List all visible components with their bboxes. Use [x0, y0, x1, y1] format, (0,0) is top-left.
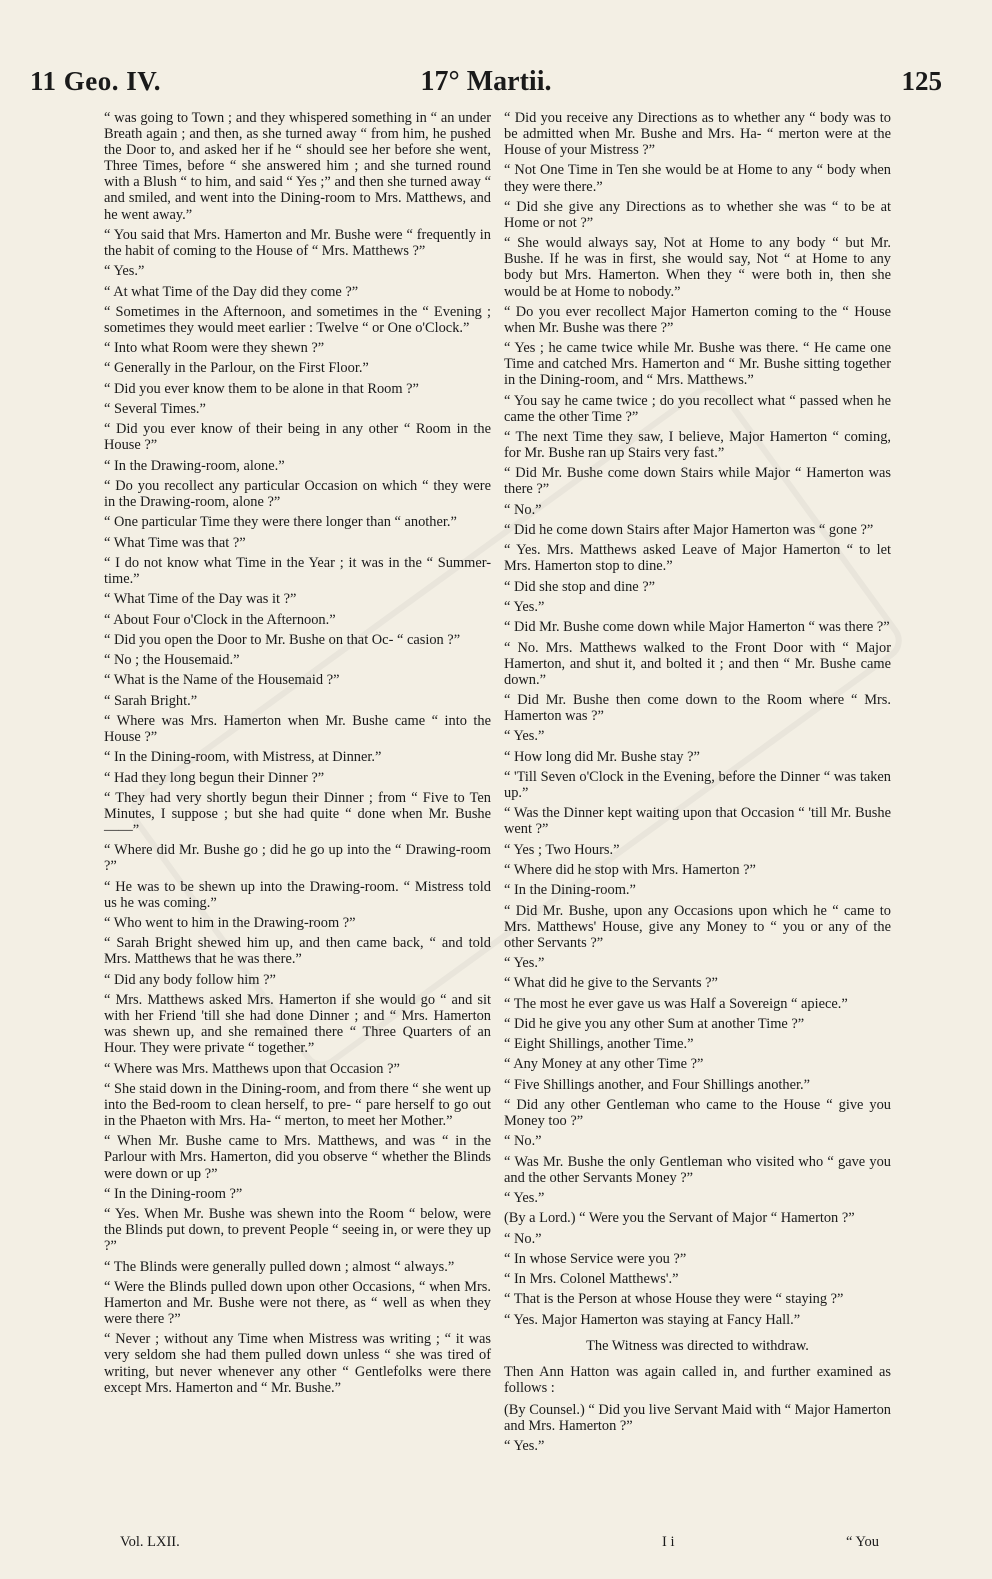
- paragraph: “ Were the Blinds pulled down upon other Occasions, “ when Mrs. Hamerton and Mr. Bushe were not there, as “ well as when they were there ?”: [104, 1278, 491, 1328]
- paragraph: “ Yes ; he came twice while Mr. Bushe was there. “ He came one Time and catched Mrs. Hamerton and “ Mr. Bushe sitting together in the Dining-room, and “ Mrs. Matthews.”: [504, 340, 891, 389]
- paragraph: “ No.”: [504, 1133, 542, 1150]
- paragraph: “ You say he came twice ; do you recollect what “ passed when he came the other Time ?”: [504, 392, 891, 425]
- paragraph: “ Several Times.”: [104, 401, 206, 417]
- paragraph: “ Not One Time in Ten she would be at Home to any “ body when they were there.”: [504, 162, 891, 195]
- paragraph: “ Where was Mrs. Hamerton when Mr. Bushe came “ into the House ?”: [104, 712, 491, 746]
- paragraph: “ In Mrs. Colonel Matthews'.”: [504, 1271, 679, 1288]
- paragraph: “ Did he come down Stairs after Major Hamerton was “ gone ?”: [504, 522, 874, 539]
- paragraph: “ Generally in the Parlour, on the First Floor.”: [104, 360, 369, 377]
- paragraph: “ He was to be shewn up into the Drawing-room. “ Mistress told us he was coming.”: [104, 878, 491, 911]
- volume-label: Vol. LXII.: [120, 1534, 180, 1550]
- paragraph: “ Was the Dinner kept waiting upon that Occasion “ 'till Mr. Bushe went ?”: [504, 805, 891, 838]
- paragraph: “ was going to Town ; and they whispered something in “ an under Breath again ; and then, as she turned away “ from him, he pushed the Door to, and asked her if he “ should see her before she went, Three Times, before “ she answered him ; and she turned round with a Blush “ to him, and said “ Yes ;” and then she turned away “ and smiled, and went into the Dining-room to Mrs. Matthews, and he went away.”: [104, 110, 491, 223]
- paragraph: “ Did you ever know of their being in any other “ Room in the House ?”: [104, 421, 491, 454]
- paragraph: “ Did any body follow him ?”: [104, 971, 276, 988]
- paragraph: “ In the Dining-room, with Mistress, at Dinner.”: [104, 749, 382, 766]
- paragraph: “ Did he give you any other Sum at another Time ?”: [504, 1015, 805, 1032]
- paragraph: “ Yes. Major Hamerton was staying at Fancy Hall.”: [504, 1311, 801, 1328]
- paragraph: “ Do you ever recollect Major Hamerton coming to the “ House when Mr. Bushe was there ?”: [504, 303, 891, 336]
- paragraph: “ The Blinds were generally pulled down ; almost “ always.”: [104, 1258, 455, 1275]
- paragraph: “ No.”: [504, 501, 542, 518]
- paragraph: “ Yes.”: [504, 955, 545, 971]
- paragraph: (By a Lord.) “ Were you the Servant of Major “ Hamerton ?”: [504, 1210, 855, 1227]
- left-column: [104, 110, 491, 1400]
- paragraph: “ Yes ; Two Hours.”: [504, 841, 620, 858]
- paragraph: “ Where was Mrs. Matthews upon that Occasion ?”: [104, 1060, 400, 1077]
- paragraph: “ What is the Name of the Housemaid ?”: [104, 672, 340, 689]
- paragraph: “ What Time of the Day was it ?”: [104, 591, 297, 608]
- paragraph: “ Did Mr. Bushe, upon any Occasions upon which he “ came to Mrs. Matthews' House, give any Money to “ you or any of the other Servants ?”: [504, 902, 891, 951]
- paragraph: “ Yes.”: [504, 598, 545, 615]
- signature-mark: I i: [662, 1534, 675, 1550]
- paragraph: “ Where did Mr. Bushe go ; did he go up into the “ Drawing-room ?”: [104, 842, 491, 875]
- paragraph: “ About Four o'Clock in the Afternoon.”: [104, 611, 336, 628]
- paragraph: “ Yes.”: [104, 263, 145, 280]
- paragraph: “ At what Time of the Day did they come ?”: [104, 283, 359, 300]
- paragraph: “ That is the Person at whose House they were “ staying ?”: [504, 1291, 844, 1308]
- paragraph: “ The next Time they saw, I believe, Major Hamerton “ coming, for Mr. Bushe ran up Stairs very fast.”: [504, 429, 891, 462]
- header-date: 17° Martii.: [420, 66, 552, 97]
- paragraph: “ Did Mr. Bushe then come down to the Room where “ Mrs. Hamerton was ?”: [504, 692, 891, 725]
- paragraph: “ Had they long begun their Dinner ?”: [104, 769, 325, 786]
- counsel-answer: “ Yes.”: [504, 1438, 545, 1455]
- paragraph: “ No. Mrs. Matthews walked to the Front Door with “ Major Hamerton, and shut it, and bolted it ; and then “ Mr. Bushe came down.”: [504, 639, 891, 688]
- catchword: “ You: [846, 1534, 880, 1550]
- paragraph: “ Was Mr. Bushe the only Gentleman who visited who “ gave you and the other Servants Money ?”: [504, 1153, 891, 1186]
- paragraph: “ When Mr. Bushe came to Mrs. Matthews, and was “ in the Parlour with Mrs. Hamerton, did you observe “ whether the Blinds were down or up ?”: [104, 1133, 491, 1182]
- paragraph: “ Did any other Gentleman who came to the House “ give you Money too ?”: [504, 1096, 891, 1130]
- paragraph: “ Yes. When Mr. Bushe was shewn into the Room “ below, were the Blinds put down, to prevent People “ seeing in, or were they up ?”: [104, 1206, 491, 1255]
- paragraph: “ Sarah Bright.”: [104, 692, 198, 709]
- paragraph: “ No.”: [504, 1230, 542, 1247]
- paragraph: “ Where did he stop with Mrs. Hamerton ?”: [504, 861, 756, 878]
- paragraph: “ Sarah Bright shewed him up, and then came back, “ and told Mrs. Matthews that he was there.”: [104, 935, 491, 968]
- paragraph: “ She staid down in the Dining-room, and from there “ she went up into the Bed-room to clean herself, to pre- “ pare herself to go out in the Phaeton with Mrs. Ha- “ merton, to meet her Mother.”: [104, 1080, 491, 1130]
- withdraw-note: The Witness was directed to withdraw.: [586, 1337, 809, 1354]
- paragraph: “ In whose Service were you ?”: [504, 1250, 687, 1267]
- paragraph: “ Did you open the Door to Mr. Bushe on that Oc- “ casion ?”: [104, 631, 461, 648]
- page-number: 125: [901, 66, 942, 96]
- paragraph: “ Mrs. Matthews asked Mrs. Hamerton if she would go “ and sit with her Friend 'till she had done Dinner ; and “ Mrs. Hamerton was shewn up, and she remained there “ Three Quarters of an Hour. They were private “ together.”: [104, 992, 491, 1057]
- paragraph: “ Did you receive any Directions as to whether any “ body was to be admitted when Mr. Bushe and Mrs. Ha- “ merton were at the House of your Mistress ?”: [504, 110, 891, 159]
- paragraph: “ In the Dining-room ?”: [104, 1185, 243, 1202]
- paragraph: “ They had very shortly begun their Dinner ; from “ Five to Ten Minutes, I suppose ; but she had quite “ done when Mr. Bushe ——”: [104, 789, 491, 839]
- paragraph: “ Into what Room were they shewn ?”: [104, 340, 325, 357]
- counsel-question: (By Counsel.) “ Did you live Servant Maid with “ Major Hamerton and Mrs. Hamerton ?”: [504, 1402, 891, 1435]
- right-column-body: [504, 110, 891, 1328]
- paragraph: “ Do you recollect any particular Occasion on which “ they were in the Drawing-room, alone ?”: [104, 477, 491, 511]
- paragraph: “ Eight Shillings, another Time.”: [504, 1036, 694, 1053]
- paragraph: “ No ; the Housemaid.”: [104, 652, 240, 669]
- right-column: [504, 110, 891, 1459]
- paragraph: “ What did he give to the Servants ?”: [504, 975, 718, 992]
- paragraph: “ You said that Mrs. Hamerton and Mr. Bushe were “ frequently in the habit of coming to the House of “ Mrs. Matthews ?”: [104, 226, 491, 259]
- paragraph: “ Did she stop and dine ?”: [504, 578, 656, 595]
- paragraph: “ Who went to him in the Drawing-room ?”: [104, 915, 356, 932]
- paragraph: “ What Time was that ?”: [104, 534, 246, 551]
- header-regnal-year: 11 Geo. IV.: [30, 66, 162, 96]
- paragraph: “ I do not know what Time in the Year ; it was in the “ Summer-time.”: [104, 554, 491, 587]
- paragraph: “ Five Shillings another, and Four Shillings another.”: [504, 1076, 810, 1093]
- paragraph: “ In the Drawing-room, alone.”: [104, 457, 285, 474]
- paragraph: “ Yes. Mrs. Matthews asked Leave of Major Hamerton “ to let Mrs. Hamerton stop to dine.”: [504, 542, 891, 575]
- paragraph: “ Did Mr. Bushe come down Stairs while Major “ Hamerton was there ?”: [504, 465, 891, 498]
- paragraph: “ Did she give any Directions as to whether she was “ to be at Home or not ?”: [504, 198, 891, 231]
- recall-note: Then Ann Hatton was again called in, and further examined as follows :: [504, 1363, 891, 1396]
- paragraph: “ One particular Time they were there longer than “ another.”: [104, 514, 457, 531]
- paragraph: “ Sometimes in the Afternoon, and sometimes in the “ Evening ; sometimes they would meet earlier : Twelve “ or One o'Clock.”: [104, 303, 491, 336]
- paragraph: “ In the Dining-room.”: [504, 882, 636, 899]
- paragraph: “ How long did Mr. Bushe stay ?”: [504, 748, 700, 765]
- page-header: [30, 66, 942, 106]
- paragraph: “ 'Till Seven o'Clock in the Evening, before the Dinner “ was taken up.”: [504, 768, 891, 802]
- paragraph: “ Yes.”: [504, 1190, 545, 1206]
- paragraph: “ Any Money at any other Time ?”: [504, 1056, 704, 1073]
- paragraph: “ Did Mr. Bushe come down while Major Hamerton “ was there ?”: [504, 619, 890, 636]
- paragraph: “ Yes.”: [504, 728, 545, 745]
- paragraph: “ Did you ever know them to be alone in that Room ?”: [104, 380, 419, 397]
- paragraph: “ Never ; without any Time when Mistress was writing ; “ it was very seldom she had them pulled down unless “ she was tired of writing, but never whenever any other “ Gentlefolks were there except Mrs. Hamerton and “ Mr. Bushe.”: [104, 1331, 491, 1396]
- paragraph: “ She would always say, Not at Home to any body “ but Mr. Bushe. If he was in first, she would say, Not “ at Home to any body but Mrs. Hamerton. When they “ were both in, then she would be at Home to nobody.”: [504, 235, 891, 300]
- paragraph: “ The most he ever gave us was Half a Sovereign “ apiece.”: [504, 995, 848, 1012]
